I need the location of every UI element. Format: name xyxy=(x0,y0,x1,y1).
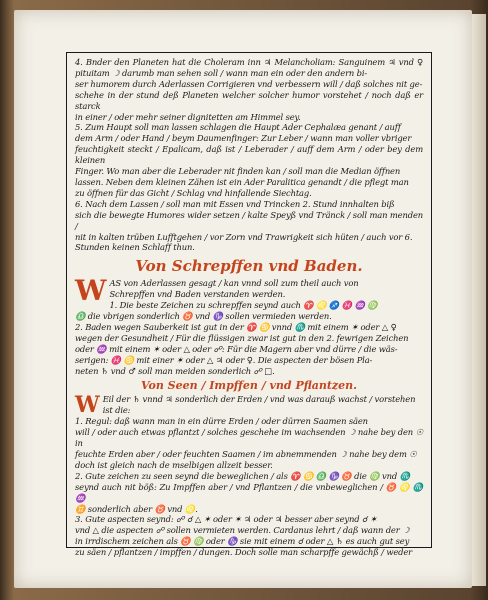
text-line: vnd △ die aspecten ☍ sollen vermieten werden. Cardanus lehrt / daß wann der ☽ xyxy=(75,525,410,536)
text-line: lassen. Neben dem kleinen Zähen ist ein Ader Paralitica genandt / die pflegt man xyxy=(75,176,409,187)
text-line: 6. Nach dem Lassen / soll man mit Essen vnd Trincken 2. Stund innhalten biß xyxy=(75,198,395,209)
text-line: Stunden keinen Schlaff thun. xyxy=(75,242,195,253)
text-line: 3. Gute aspecten seynd: ☍ ☌ △ ✶ oder ✶ ♃ oder ♃ besser aber seynd ☌ ✶ xyxy=(75,514,377,525)
page-edge xyxy=(472,14,486,586)
text-line: 4. Bnder den Planeten hat die Choleram inn ♃ Melancholiam: Sanguinem ♃ vnd ♀ pituitam ☽ darumb man sehen soll / wann man ein oder den andern bi- xyxy=(75,57,423,78)
text-line: in irrdischem zeichen als ♉ ♍ oder ♑ sie mit einem ☌ oder △ ♄ es auch gut sey xyxy=(75,536,410,547)
text-line: feuchte Erden aber / oder feuchten Saamen / im abnemmenden ☽ nahe bey dem ☉ xyxy=(75,449,417,459)
decorated-initial: W xyxy=(75,274,107,308)
text-line: sich die bewegte Humores wider setzen / kalte Speyß vnd Tränck / soll man menden / xyxy=(75,209,423,231)
text-line: ser humorem durch Aderlassen Corrigieren vnd verbessern will / daß solches nit ge- xyxy=(75,78,423,89)
text-line: nit in kalten trüben Lufftgehen / vor Zorn vnd Trawrigkeit sich hüten / auch vor 6. xyxy=(75,231,413,242)
text-line: 5. Zum Haupt soll man lassen schlagen die Haupt Ader Cephalæa genant / auff xyxy=(75,122,401,133)
text-line: schehe in der stund deß Planeten welcher solcher humor vorstehet / noch daß er starck xyxy=(75,89,423,111)
block-schrepffen xyxy=(75,274,423,376)
text-frame xyxy=(66,52,432,558)
text-line: seynd auch nit böß: Zu Impffen aber / vnd Pflantzen / die vnbeweglichen / ♉ ♌ ♏ ♒ xyxy=(75,481,423,503)
text-line: 2. Gute zeichen zu seen seynd die beweglichen / als ♈ ♋ ♎ ♑ ♉ die ♍ vnd ♏ xyxy=(75,470,410,481)
block-aderlassen-rules xyxy=(75,57,423,253)
text-line: zu säen / pflantzen / impffen / dungen. Doch solle man scharpffe gewächß / weder xyxy=(75,547,413,558)
text-line: ist die: xyxy=(102,405,131,416)
text-line: zu öffnen für das Gicht / Schlag vnd hinfallende Siechtag. xyxy=(75,187,312,198)
text-line: wegen der Gesundheit / Für die flüssigen zwar ist gut in den 2. fewrigen Zeichen xyxy=(75,332,409,343)
text-line: 1. Regul: daß wann man in ein dürre Erden / oder dürren Saamen säen xyxy=(75,416,368,427)
section-heading-seen: Von Seen / Impffen / vnd Pflantzen. xyxy=(140,379,357,393)
text-line: 2. Baden wegen Sauberkeit ist gut in der ♈ ♋ vnnd ♏ mit einem ✶ oder △ ♀ xyxy=(75,321,397,332)
text-line: serigen: ♓ ♋ mit einer ✶ oder △ ♃ oder ♀. Die aspecten der bösen Pla- xyxy=(75,354,373,365)
text-line: ♎ die vbrigen sonderlich ♉ vnd ♑ sollen vermieden werden. xyxy=(75,311,332,322)
text-line: Eil der ♄ vnnd ♃ sonderlich der Erden / vnd was darauß wachst / vorstehen xyxy=(102,394,416,405)
text-line: dem Arm / oder Hand / beym Daumenfinger: Zur Leber / wann man voller vbriger xyxy=(75,133,412,144)
section-heading-schrepffen: Von Schrepffen vnd Baden. xyxy=(135,257,363,276)
text-line: in einer / oder mehr seiner dignitetten am Himmel sey. xyxy=(75,111,301,122)
decorated-initial: W xyxy=(75,392,100,419)
text-line: ♊ sonderlich aber ♉ vnd ♌. xyxy=(75,503,198,514)
text-line: AS von Aderlassen gesagt / kan vnnd soll zum theil auch von xyxy=(109,278,359,289)
text-line: feuchtigkeit steckt / Epalicam, daß ist / Leberader / auff dem Arm / oder bey dem kleinen xyxy=(75,144,423,166)
text-line: will / oder auch etwas pflantzt / solches geschehe im wachsenden ☽ nahe bey den ☉ in xyxy=(75,427,423,449)
text-line: neten ♄ vnd ♂ soll man meiden sonderlich ☍ □. xyxy=(75,365,275,376)
text-line: doch ist gleich nach de mselbigen allzeit besser. xyxy=(75,459,273,470)
text-line: oder ♒ mit einem ✶ oder △ oder ☍: Für die Magern aber vnd dürre / die wäs- xyxy=(75,343,398,354)
text-line: Finger. Wo man aber die Leberader nit finden kan / soll man die Median öffnen xyxy=(75,166,401,177)
block-seen-impffen xyxy=(75,394,423,558)
text-line: 1. Die beste Zeichen zu schrepffen seynd auch ♈ ♌ ♐ ♓ ♒ ♍ xyxy=(109,300,378,311)
text-line: Schrepffen vnd Baden verstanden werden. xyxy=(109,289,286,300)
